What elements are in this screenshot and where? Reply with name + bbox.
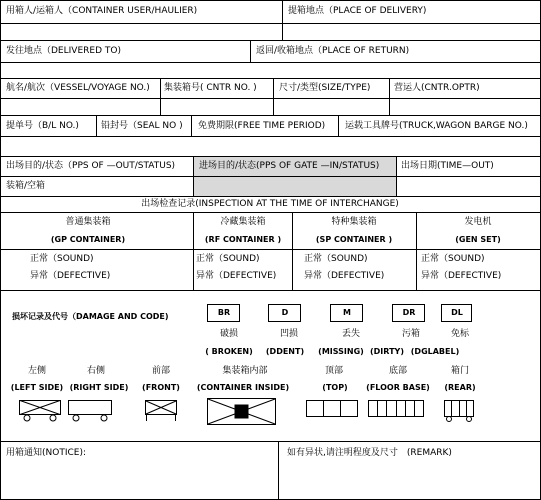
- sp-sound: 正常（SOUND): [304, 254, 368, 264]
- rf-container-en: (RF CONTAINER ): [204, 235, 282, 244]
- gp-defective: 异常（DEFECTIVE): [30, 271, 111, 281]
- container-inside-cn: 集装箱内部: [222, 366, 268, 376]
- inside-sketch: [208, 399, 276, 425]
- rf-container-cn: 冷藏集装箱: [220, 217, 266, 227]
- top-sketch: [307, 401, 358, 417]
- missing-cn: 丢失: [341, 329, 361, 339]
- remark-label: 如有异状,请注明程度及尺寸 (REMARK): [287, 448, 452, 458]
- rear-cn: 箱门: [450, 366, 470, 376]
- seal-number-label: 铅封号（SEAL NO ): [101, 121, 183, 131]
- size-type-label: 尺寸/类型(SIZE/TYPE): [279, 83, 371, 93]
- out-status-label: 出场目的/状态（PPS OF —OUT/STATUS): [6, 161, 176, 171]
- code-dent: D: [281, 308, 289, 317]
- sp-container-cn: 特种集装箱: [331, 217, 377, 227]
- code-broken: BR: [217, 308, 231, 317]
- dent-cn: 凹损: [279, 329, 299, 339]
- gen-set-cn: 发电机: [464, 217, 492, 227]
- dent-en: (DDENT): [265, 347, 305, 356]
- notice-label: 用箱通知(NOTICE):: [6, 448, 86, 458]
- code-missing: M: [343, 308, 351, 317]
- delivered-to-label: 发往地点（DELIVERED TO): [6, 46, 121, 56]
- truck-number-label: 运载工具牌号(TRUCK,WAGON BARGE NO.): [345, 121, 528, 131]
- sp-defective: 异常（DEFECTIVE): [304, 271, 385, 281]
- free-time-label: 免费期限(FREE TIME PERIOD): [198, 121, 326, 131]
- gen-defective: 异常（DEFECTIVE): [421, 271, 502, 281]
- front-cn: 前部: [151, 366, 171, 376]
- top-cn: 顶部: [324, 366, 344, 376]
- damage-code-label: 损坏记录及代号（DAMAGE AND CODE): [12, 312, 169, 321]
- floor-base-en: (FLOOR BASE): [366, 383, 430, 392]
- place-of-delivery-label: 提箱地点（PLACE OF DELIVERY): [288, 6, 427, 16]
- right-side-cn: 右侧: [86, 366, 106, 376]
- floor-sketch: [369, 401, 424, 417]
- rf-sound: 正常（SOUND): [196, 254, 260, 264]
- gen-set-en: (GEN SET): [455, 235, 501, 244]
- time-out-label: 出场日期(TIME—OUT): [401, 161, 494, 171]
- damage-code-boxes: [208, 305, 472, 322]
- laden-empty-label: 装箱/空箱: [6, 181, 46, 191]
- rear-en: (REAR): [444, 383, 476, 392]
- dirty-cn: 污箱: [401, 329, 421, 339]
- floor-base-cn: 底部: [388, 366, 408, 376]
- gp-container-cn: 普通集装箱: [65, 217, 111, 227]
- container-sketches: [20, 399, 474, 425]
- inspection-title: 出场检查记录(INSPECTION AT THE TIME OF INTERCHANGE): [141, 199, 399, 209]
- place-of-return-label: 返回/收箱地点（PLACE OF RETURN): [256, 46, 410, 56]
- rear-sketch: [445, 401, 474, 422]
- left-side-sketch: [20, 401, 61, 422]
- front-en: (FRONT): [142, 383, 180, 392]
- top-en: (TOP): [322, 383, 348, 392]
- right-side-en: (RIGHT SIDE): [69, 383, 129, 392]
- front-sketch: [146, 401, 177, 422]
- container-user-label: 用箱人/运箱人（CONTAINER USER/HAULIER): [6, 6, 198, 16]
- dg-label-en: (DGLABEL): [410, 347, 460, 356]
- in-status-label: 进场目的/状态(PPS OF GATE —IN/STATUS): [199, 161, 380, 171]
- dirty-en: (DIRTY): [370, 347, 404, 356]
- missing-en: (MISSING): [318, 347, 364, 356]
- gp-sound: 正常（SOUND): [30, 254, 94, 264]
- dg-label-cn: 免标: [450, 329, 470, 339]
- bill-of-lading-label: 提单号（B/L NO.): [6, 121, 79, 131]
- left-side-cn: 左侧: [27, 366, 47, 376]
- container-operator-label: 营运人(CNTR.OPTR): [394, 83, 480, 93]
- rf-defective: 异常（DEFECTIVE): [196, 271, 277, 281]
- container-number-label: 集装箱号( CNTR NO. ): [164, 83, 257, 93]
- code-dirty: DR: [402, 308, 416, 317]
- container-inside-en: (CONTAINER INSIDE): [196, 383, 290, 392]
- sp-container-en: (SP CONTAINER ): [315, 235, 393, 244]
- broken-en: ( BROKEN): [205, 347, 253, 356]
- broken-cn: 破损: [219, 329, 239, 339]
- right-side-sketch: [69, 401, 112, 422]
- gp-container-en: (GP CONTAINER): [50, 235, 126, 244]
- vessel-voyage-label: 航名/航次（VESSEL/VOYAGE NO.): [6, 83, 150, 93]
- left-side-en: (LEFT SIDE): [10, 383, 64, 392]
- gen-sound: 正常（SOUND): [421, 254, 485, 264]
- code-dg-label: DL: [451, 308, 463, 317]
